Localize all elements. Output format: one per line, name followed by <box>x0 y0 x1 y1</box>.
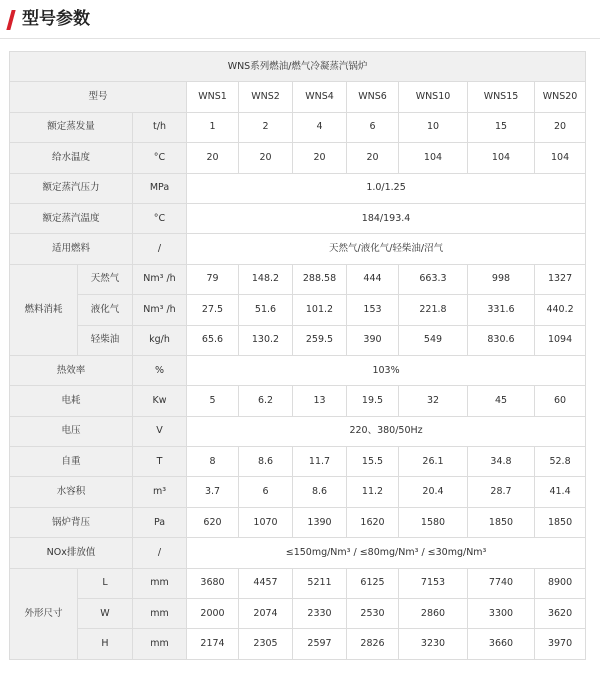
value-cell: 130.2 <box>239 325 293 355</box>
row-unit: m³ <box>133 477 187 507</box>
model-cell: WNS1 <box>187 82 239 112</box>
table-row <box>10 203 586 233</box>
row-label: 热效率 <box>10 355 133 385</box>
value-cell: 998 <box>468 264 535 294</box>
value-cell: 288.58 <box>293 264 347 294</box>
value-cell: 6 <box>239 477 293 507</box>
value-cell: 32 <box>399 386 468 416</box>
sub-label: W <box>78 599 133 629</box>
value-cell: 5211 <box>293 568 347 598</box>
value-cell: 104 <box>468 143 535 173</box>
value-cell: 1327 <box>535 264 586 294</box>
title-accent-bar <box>6 10 15 30</box>
value-cell: 8.6 <box>293 477 347 507</box>
value-cell: 440.2 <box>535 295 586 325</box>
value-cell: 1094 <box>535 325 586 355</box>
table-row <box>10 295 586 325</box>
value-cell: 10 <box>399 112 468 142</box>
value-cell: 3230 <box>399 629 468 659</box>
row-unit: °C <box>133 143 187 173</box>
value-cell: 79 <box>187 264 239 294</box>
value-cell: 41.4 <box>535 477 586 507</box>
value-cell: 7153 <box>399 568 468 598</box>
value-cell: 444 <box>347 264 399 294</box>
row-unit: Pa <box>133 507 187 537</box>
group-label: 外形尺寸 <box>10 568 78 659</box>
value-cell: 4457 <box>239 568 293 598</box>
value-cell: 2530 <box>347 599 399 629</box>
value-cell: 830.6 <box>468 325 535 355</box>
table-caption-row <box>10 52 586 82</box>
value-cell: 15 <box>468 112 535 142</box>
row-span-value: 220、380/50Hz <box>187 416 586 446</box>
sub-label: 液化气 <box>78 295 133 325</box>
sub-label: 轻柴油 <box>78 325 133 355</box>
value-cell: 20 <box>535 112 586 142</box>
value-cell: 221.8 <box>399 295 468 325</box>
row-label: 电耗 <box>10 386 133 416</box>
value-cell: 1390 <box>293 507 347 537</box>
table-row <box>10 599 586 629</box>
row-span-value: 天然气/液化气/轻柴油/沼气 <box>187 234 586 264</box>
value-cell: 2860 <box>399 599 468 629</box>
row-unit: mm <box>133 629 187 659</box>
section-header <box>0 0 600 40</box>
table-row <box>10 112 586 142</box>
row-label: 适用燃料 <box>10 234 133 264</box>
value-cell: 13 <box>293 386 347 416</box>
row-label: 额定蒸汽压力 <box>10 173 133 203</box>
value-cell: 8 <box>187 447 239 477</box>
value-cell: 5 <box>187 386 239 416</box>
value-cell: 45 <box>468 386 535 416</box>
table-row <box>10 386 586 416</box>
row-label: NOx排放值 <box>10 538 133 568</box>
value-cell: 3660 <box>468 629 535 659</box>
value-cell: 3620 <box>535 599 586 629</box>
row-unit: / <box>133 538 187 568</box>
value-cell: 104 <box>535 143 586 173</box>
value-cell: 2597 <box>293 629 347 659</box>
table-row <box>10 629 586 659</box>
value-cell: 6 <box>347 112 399 142</box>
row-label: 给水温度 <box>10 143 133 173</box>
value-cell: 3970 <box>535 629 586 659</box>
value-cell: 26.1 <box>399 447 468 477</box>
sub-label: L <box>78 568 133 598</box>
row-unit: mm <box>133 568 187 598</box>
value-cell: 153 <box>347 295 399 325</box>
value-cell: 2174 <box>187 629 239 659</box>
row-unit: mm <box>133 599 187 629</box>
value-cell: 549 <box>399 325 468 355</box>
value-cell: 663.3 <box>399 264 468 294</box>
value-cell: 51.6 <box>239 295 293 325</box>
header-divider <box>0 38 600 39</box>
table-row <box>10 234 586 264</box>
value-cell: 1850 <box>468 507 535 537</box>
value-cell: 2305 <box>239 629 293 659</box>
value-cell: 1070 <box>239 507 293 537</box>
value-cell: 101.2 <box>293 295 347 325</box>
value-cell: 2330 <box>293 599 347 629</box>
value-cell: 20 <box>187 143 239 173</box>
value-cell: 60 <box>535 386 586 416</box>
value-cell: 19.5 <box>347 386 399 416</box>
value-cell: 3680 <box>187 568 239 598</box>
row-unit: Nm³ /h <box>133 264 187 294</box>
sub-label: H <box>78 629 133 659</box>
value-cell: 11.7 <box>293 447 347 477</box>
table-row <box>10 355 586 385</box>
value-cell: 1850 <box>535 507 586 537</box>
spec-table <box>9 51 586 660</box>
value-cell: 259.5 <box>293 325 347 355</box>
model-cell: WNS10 <box>399 82 468 112</box>
value-cell: 3.7 <box>187 477 239 507</box>
row-unit: kg/h <box>133 325 187 355</box>
row-span-value: 103% <box>187 355 586 385</box>
value-cell: 65.6 <box>187 325 239 355</box>
row-label: 自重 <box>10 447 133 477</box>
table-row <box>10 416 586 446</box>
value-cell: 28.7 <box>468 477 535 507</box>
value-cell: 620 <box>187 507 239 537</box>
table-row <box>10 507 586 537</box>
value-cell: 1 <box>187 112 239 142</box>
row-unit: Nm³ /h <box>133 295 187 325</box>
value-cell: 1620 <box>347 507 399 537</box>
value-cell: 20 <box>239 143 293 173</box>
model-cell: WNS4 <box>293 82 347 112</box>
value-cell: 1580 <box>399 507 468 537</box>
model-cell: WNS2 <box>239 82 293 112</box>
row-label: 水容积 <box>10 477 133 507</box>
table-row <box>10 447 586 477</box>
sub-label: 天然气 <box>78 264 133 294</box>
value-cell: 15.5 <box>347 447 399 477</box>
row-span-value: 1.0/1.25 <box>187 173 586 203</box>
value-cell: 20 <box>293 143 347 173</box>
model-cell: WNS20 <box>535 82 586 112</box>
table-row <box>10 568 586 598</box>
row-label: 锅炉背压 <box>10 507 133 537</box>
model-header-row <box>10 82 586 112</box>
row-span-value: 184/193.4 <box>187 203 586 233</box>
row-unit: MPa <box>133 173 187 203</box>
model-cell: WNS6 <box>347 82 399 112</box>
value-cell: 7740 <box>468 568 535 598</box>
row-label: 电压 <box>10 416 133 446</box>
table-row <box>10 325 586 355</box>
value-cell: 331.6 <box>468 295 535 325</box>
value-cell: 20.4 <box>399 477 468 507</box>
value-cell: 2074 <box>239 599 293 629</box>
value-cell: 8.6 <box>239 447 293 477</box>
value-cell: 2826 <box>347 629 399 659</box>
row-label: 额定蒸汽温度 <box>10 203 133 233</box>
model-cell: WNS15 <box>468 82 535 112</box>
value-cell: 11.2 <box>347 477 399 507</box>
value-cell: 3300 <box>468 599 535 629</box>
group-label: 燃料消耗 <box>10 264 78 355</box>
value-cell: 20 <box>347 143 399 173</box>
spec-table-body <box>10 52 586 660</box>
value-cell: 6125 <box>347 568 399 598</box>
row-unit: °C <box>133 203 187 233</box>
value-cell: 2 <box>239 112 293 142</box>
row-unit: / <box>133 234 187 264</box>
model-label: 型号 <box>10 82 187 112</box>
table-row <box>10 477 586 507</box>
value-cell: 4 <box>293 112 347 142</box>
value-cell: 8900 <box>535 568 586 598</box>
value-cell: 2000 <box>187 599 239 629</box>
table-caption: WNS系列燃油/燃气冷凝蒸汽锅炉 <box>10 52 586 82</box>
value-cell: 104 <box>399 143 468 173</box>
row-unit: t/h <box>133 112 187 142</box>
row-unit: V <box>133 416 187 446</box>
table-row <box>10 264 586 294</box>
row-span-value: ≤150mg/Nm³ / ≤80mg/Nm³ / ≤30mg/Nm³ <box>187 538 586 568</box>
table-row <box>10 538 586 568</box>
value-cell: 27.5 <box>187 295 239 325</box>
section-title: 型号参数 <box>22 9 90 29</box>
row-unit: Kw <box>133 386 187 416</box>
row-unit: T <box>133 447 187 477</box>
table-row <box>10 173 586 203</box>
row-unit: % <box>133 355 187 385</box>
value-cell: 6.2 <box>239 386 293 416</box>
value-cell: 34.8 <box>468 447 535 477</box>
value-cell: 390 <box>347 325 399 355</box>
value-cell: 52.8 <box>535 447 586 477</box>
table-row <box>10 143 586 173</box>
row-label: 额定蒸发量 <box>10 112 133 142</box>
value-cell: 148.2 <box>239 264 293 294</box>
